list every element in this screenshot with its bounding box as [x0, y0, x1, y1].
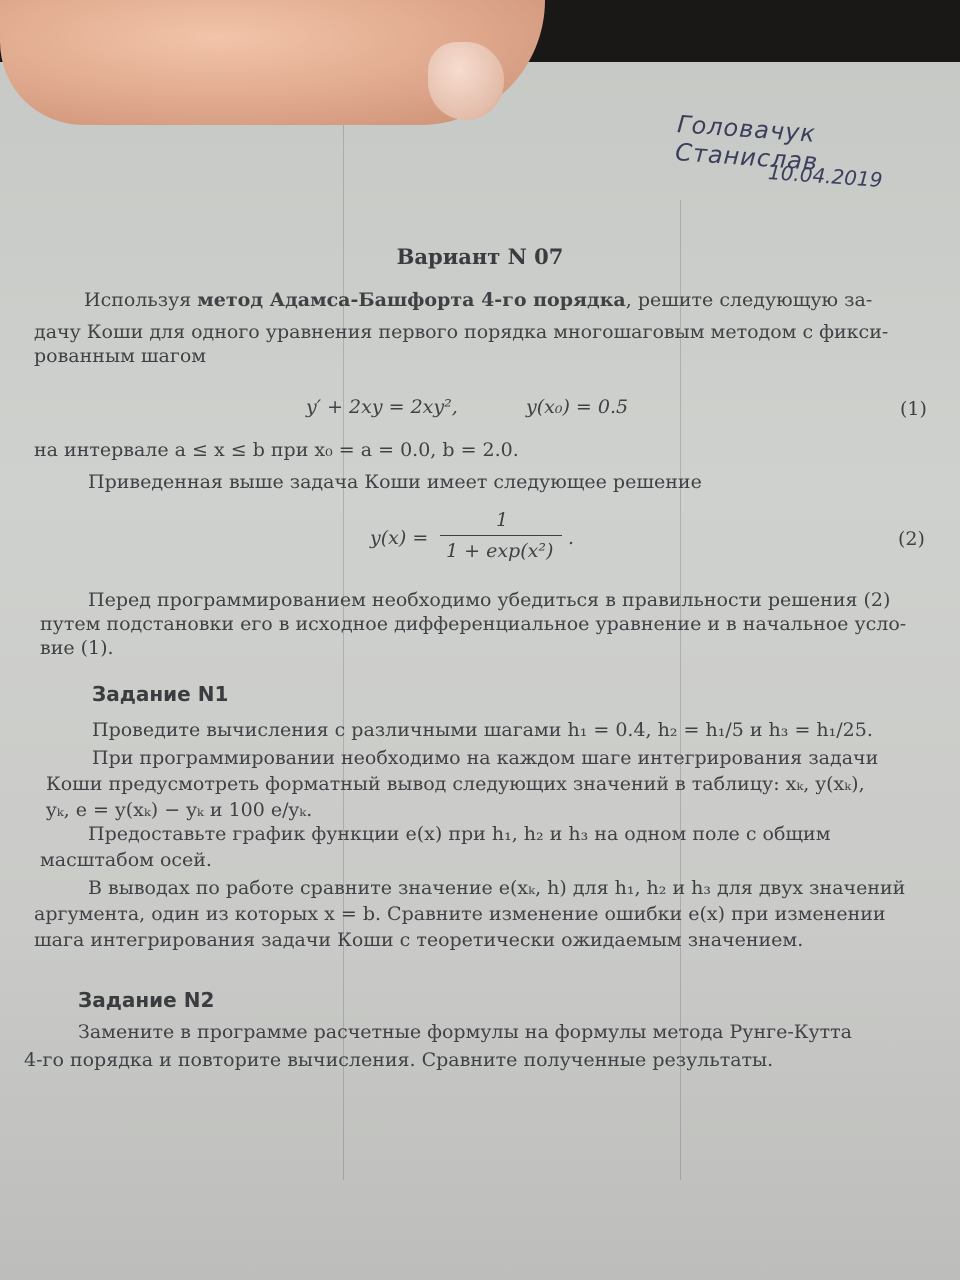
task-1-p3-line-1: Предоставьте график функции e(x) при h₁, h₂ и h₃ на одном поле с общим: [88, 823, 831, 845]
equation-1-initial-condition: y(x₀) = 0.5: [526, 396, 629, 418]
intro-line-1: [84, 288, 944, 312]
equation-2-numerator: 1: [496, 509, 509, 531]
task-1-steps: Проведите вычисления с различными шагами h₁ = 0.4, h₂ = h₁/5 и h₃ = h₁/25.: [92, 719, 873, 741]
intro-rest: , решите следующую за-: [625, 289, 873, 311]
thumbnail-nail: [428, 42, 504, 120]
task-1-p2-line-1: При программировании необходимо на каждом шаге интегрирования задачи: [92, 747, 879, 769]
fraction-bar: [440, 535, 562, 536]
variant-title: Вариант N 07: [396, 244, 564, 269]
check-line-2: путем подстановки его в исходное дифференциальное уравнение и в начальное усло-: [40, 613, 907, 635]
handwritten-date: 10.04.2019: [767, 160, 884, 192]
interval-line: на интервале a ≤ x ≤ b при x₀ = a = 0.0, b = 2.0.: [34, 439, 519, 461]
task-1-p2-line-3: yₖ, e = y(xₖ) − yₖ и 100 e/yₖ.: [46, 799, 313, 821]
task-2-heading: Задание N2: [78, 988, 215, 1012]
intro-method: метод Адамса-Башфорта 4-го порядка: [197, 289, 626, 311]
equation-1-lhs: y′ + 2xy = 2xy²,: [306, 396, 458, 418]
intro-line-3: рованным шагом: [34, 345, 207, 367]
solution-intro: Приведенная выше задача Коши имеет следующее решение: [88, 471, 702, 493]
task-1-heading: Задание N1: [92, 682, 229, 706]
task-1-p3-line-2: масштабом осей.: [40, 849, 212, 871]
equation-2-denominator: 1 + exp(x²): [446, 540, 554, 562]
handwritten-name: Головачук Станислав: [674, 110, 820, 177]
task-1-p4-line-2: аргумента, один из которых x = b. Сравните изменение ошибки e(x) при изменении: [34, 903, 886, 925]
intro-line-2: дачу Коши для одного уравнения первого порядка многошаговым методом с фикси-: [34, 321, 889, 343]
equation-1-number: (1): [900, 398, 927, 420]
check-line-1: Перед программированием необходимо убедиться в правильности решения (2): [88, 589, 891, 611]
intro-prefix: Используя: [84, 289, 198, 311]
task-1-p2-line-2: Коши предусмотреть форматный вывод следующих значений в таблицу: xₖ, y(xₖ),: [46, 773, 865, 795]
task-1-p4-line-3: шага интегрирования задачи Коши с теоретически ожидаемым значением.: [34, 929, 804, 951]
task-1-p4-line-1: В выводах по работе сравните значение e(xₖ, h) для h₁, h₂ и h₃ для двух значений: [88, 877, 906, 899]
equation-2-trailing: .: [568, 527, 575, 549]
task-2-line-2: 4-го порядка и повторите вычисления. Сравните полученные результаты.: [24, 1049, 774, 1071]
equation-2-number: (2): [898, 528, 925, 550]
task-2-line-1: Замените в программе расчетные формулы на формулы метода Рунге-Кутта: [78, 1021, 852, 1043]
check-line-3: вие (1).: [40, 637, 114, 659]
equation-2-lhs: y(x) =: [370, 527, 429, 549]
